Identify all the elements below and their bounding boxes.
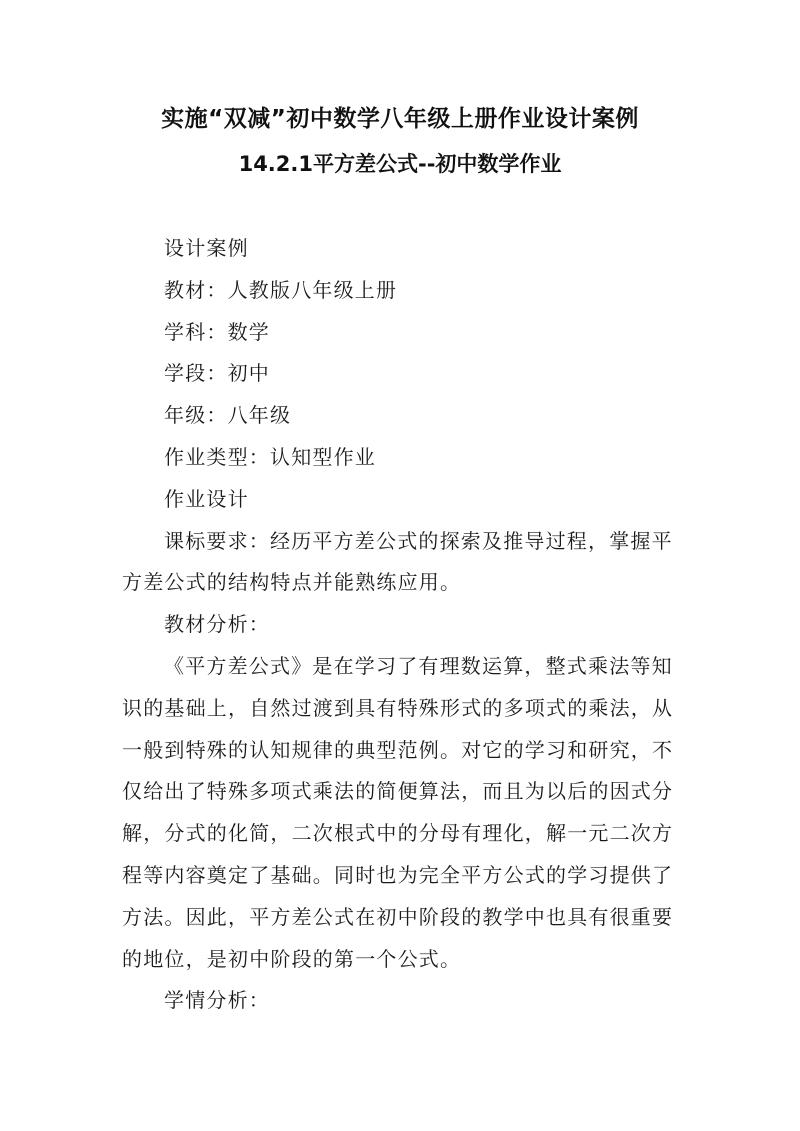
analysis-line: 方法。因此，平方差公式在初中阶段的教学中也具有很重要 <box>122 904 674 929</box>
textbook-analysis-heading: 教材分析： <box>164 612 270 637</box>
analysis-line: 《平方差公式》是在学习了有理数运算，整式乘法等知 <box>164 653 673 678</box>
grade-field: 年级：八年级 <box>164 403 292 428</box>
section-heading: 设计案例 <box>164 236 249 260</box>
analysis-line: 解，分式的化简，二次根式中的分母有理化，解一元二次方 <box>122 821 674 846</box>
document-title: 实施“双减”初中数学八年级上册作业设计案例 <box>161 106 639 132</box>
analysis-line: 一般到特殊的认知规律的典型范例。对它的学习和研究，不 <box>122 737 674 762</box>
document-body <box>122 228 682 1022</box>
analysis-line: 的地位，是初中阶段的第一个公式。 <box>122 946 462 971</box>
analysis-line: 程等内容奠定了基础。同时也为完全平方公式的学习提供了 <box>122 862 674 887</box>
learner-analysis-heading: 学情分析： <box>164 988 270 1013</box>
stage-field: 学段：初中 <box>164 361 270 386</box>
textbook-field: 教材：人教版八年级上册 <box>164 277 398 302</box>
homework-design-heading: 作业设计 <box>164 486 249 511</box>
curriculum-requirement-line: 方差公式的结构特点并能熟练应用。 <box>122 570 462 595</box>
document-subtitle: 14.2.1平方差公式--初中数学作业 <box>238 152 562 176</box>
subject-field: 学科：数学 <box>164 319 270 344</box>
curriculum-requirement-line: 课标要求：经历平方差公式的探索及推导过程，掌握平 <box>164 528 673 553</box>
analysis-line: 仅给出了特殊多项式乘法的简便算法，而且为以后的因式分 <box>122 779 674 804</box>
analysis-line: 识的基础上，自然过渡到具有特殊形式的多项式的乘法，从 <box>122 695 674 720</box>
homework-type-field: 作业类型：认知型作业 <box>164 444 376 469</box>
